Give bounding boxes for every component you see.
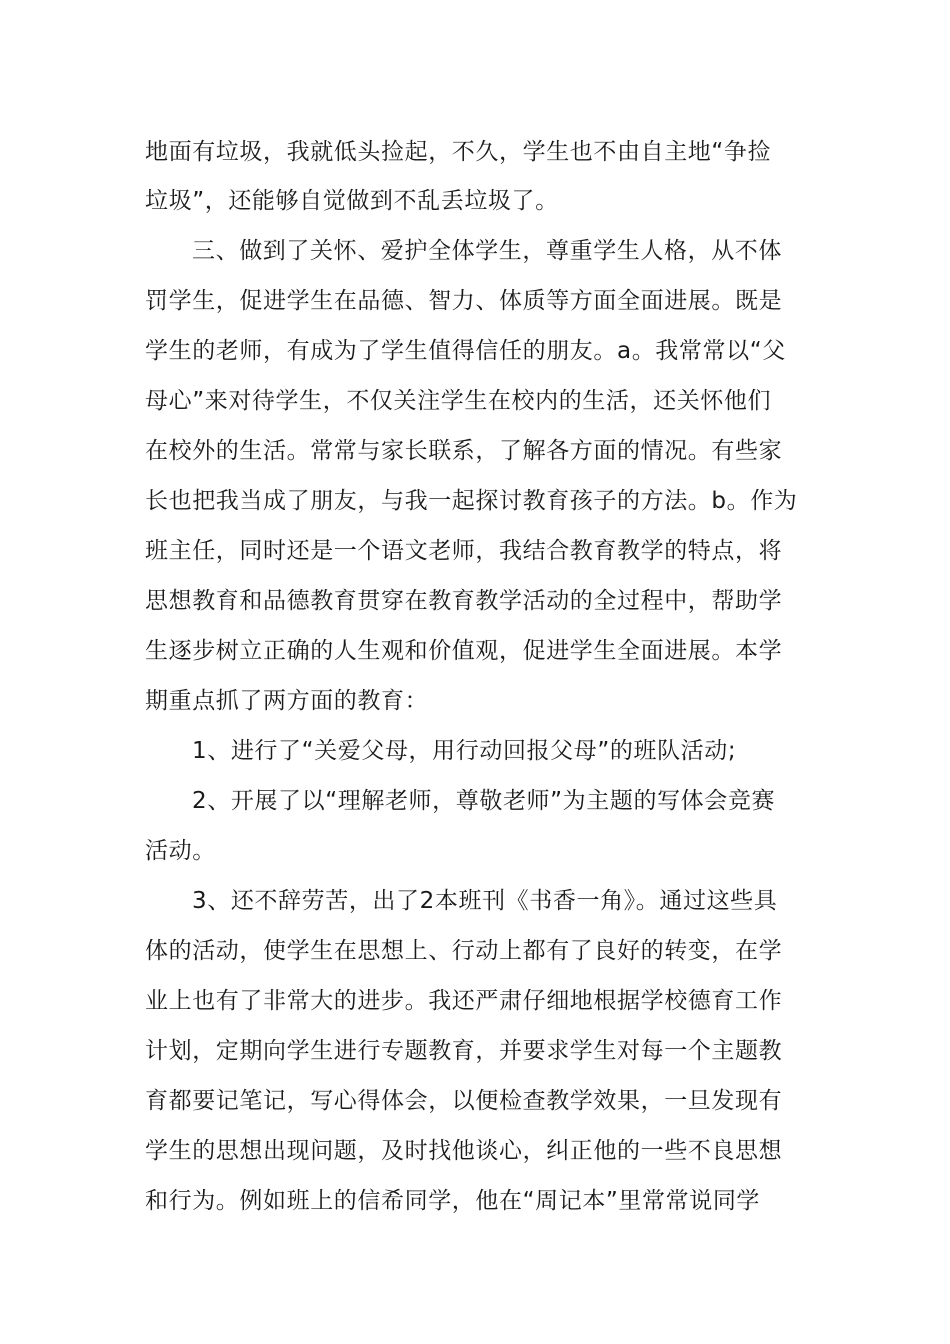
text-line: 体的活动，使学生在思想上、行动上都有了良好的转变，在学 <box>145 938 783 964</box>
text-line: 地面有垃圾，我就低头捡起，不久，学生也不由自主地“争捡 <box>145 139 772 165</box>
text-line: 和行为。例如班上的信希同学，他在“周记本”里常常说同学 <box>145 1188 761 1214</box>
text-line: 垃圾”，还能够自觉做到不乱丢垃圾了。 <box>145 188 559 214</box>
text-line: 罚学生，促进学生在品德、智力、体质等方面全面进展。既是 <box>145 288 783 314</box>
text-line: 母心”来对待学生，不仅关注学生在校内的生活，还关怀他们 <box>145 388 772 414</box>
text-line: 学生的思想出现问题，及时找他谈心，纠正他的一些不良思想 <box>145 1138 783 1164</box>
text-line: 在校外的生活。常常与家长联系，了解各方面的情况。有些家 <box>145 438 783 464</box>
text-line: 学生的老师，有成为了学生值得信任的朋友。a。我常常以“父 <box>145 338 786 364</box>
text-line: 思想教育和品德教育贯穿在教育教学活动的全过程中，帮助学 <box>145 588 783 614</box>
text-line: 育都要记笔记，写心得体会，以便检查教学效果，一旦发现有 <box>145 1088 783 1114</box>
text-line: 活动。 <box>145 838 216 864</box>
list-item-1: 1、进行了“关爱父母，用行动回报父母”的班队活动; <box>192 738 737 764</box>
text-line: 业上也有了非常大的进步。我还严肃仔细地根据学校德育工作 <box>145 988 783 1014</box>
text-line: 期重点抓了两方面的教育： <box>145 688 429 714</box>
paragraph-start-line: 三、做到了关怀、爱护全体学生，尊重学生人格，从不体 <box>192 238 782 264</box>
text-line: 长也把我当成了朋友，与我一起探讨教育孩子的方法。b。作为 <box>145 488 798 514</box>
text-line: 生逐步树立正确的人生观和价值观，促进学生全面进展。本学 <box>145 638 783 664</box>
text-line: 班主任，同时还是一个语文老师，我结合教育教学的特点，将 <box>145 538 783 564</box>
list-item-3: 3、还不辞劳苦，出了2本班刊《书香一角》。通过这些具 <box>192 888 778 914</box>
text-line: 计划，定期向学生进行专题教育，并要求学生对每一个主题教 <box>145 1038 783 1064</box>
list-item-2: 2、开展了以“理解老师，尊敬老师”为主题的写体会竞赛 <box>192 788 776 814</box>
